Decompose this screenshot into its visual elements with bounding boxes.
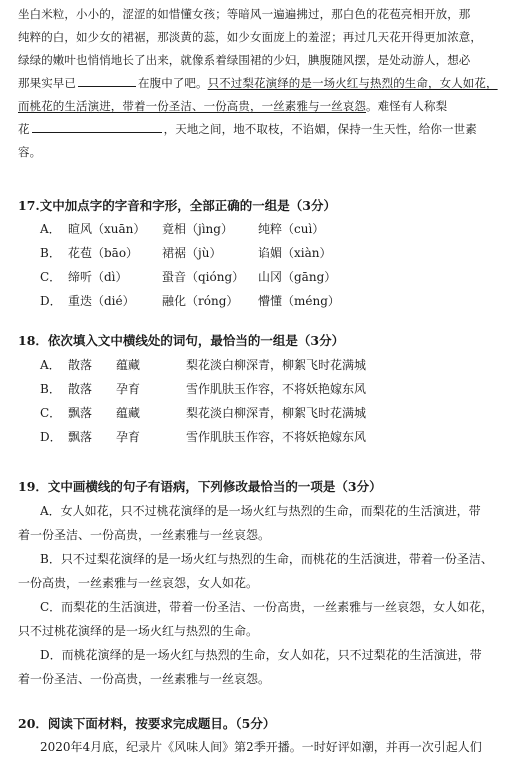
- q19-option-a-line: A．女人如花，只不过桃花演绎的是一场火红与热烈的生命，而梨花的生活演进，带: [40, 504, 481, 518]
- passage-text: 在腹中了吧。: [138, 76, 208, 90]
- q17-option-a: [40, 221, 510, 237]
- option-word: 缔听（dì）: [68, 270, 128, 284]
- option-verse: 雪作肌肤玉作容，不将妖艳嫁东风: [186, 382, 367, 396]
- option-label: D．: [40, 430, 62, 444]
- option-verse: 雪作肌肤玉作容，不将妖艳嫁东风: [186, 430, 367, 444]
- option-label: A．: [40, 358, 61, 372]
- option-label: D．: [40, 294, 62, 308]
- option-word: 山冈（gāng）: [258, 270, 337, 284]
- passage-line: 绿绿的嫩叶也悄悄地长了出来，就像系着绿围裙的少妇，腆腹随风摆，是处动游人，想必: [18, 53, 471, 67]
- passage-line: [18, 121, 510, 137]
- q18-option-c: [40, 405, 510, 421]
- option-word: 花苞（bāo）: [68, 246, 139, 260]
- question-19-title: 19．文中画横线的句子有语病，下列修改最恰当的一项是（3分）: [18, 479, 382, 494]
- q18-option-a: [40, 357, 510, 373]
- underlined-sentence: 而桃花的生活演进，带着一份圣洁、一份高贵，一丝素雅与一丝哀怨: [18, 99, 366, 113]
- q17-option-c: [40, 269, 510, 285]
- option-label: A．: [40, 222, 61, 236]
- underlined-sentence: 只不过梨花演绎的是一场火红与热烈的生命，女人如花，: [207, 76, 498, 90]
- option-word: 懵懂（méng）: [258, 294, 340, 308]
- option-word: 竟相（jìng）: [162, 222, 233, 236]
- option-word: 暄风（xuān）: [68, 222, 146, 236]
- fill-blank: [32, 121, 162, 133]
- option-word: 裙裾（jù）: [162, 246, 222, 260]
- option-label: C．: [40, 406, 62, 420]
- passage-line: 容。: [18, 145, 42, 159]
- q17-option-b: [40, 245, 510, 261]
- option-verse: 梨花淡白柳深青，柳絮飞时花满城: [186, 406, 367, 420]
- passage-text: ，天地之间，地不取枝，不谄媚，保持一生天性，给你一世素: [163, 122, 477, 136]
- fill-blank: [78, 75, 136, 87]
- option-label: B．: [40, 382, 61, 396]
- q20-material-line: 2020年4月底，纪录片《风味人间》第2季开播。一时好评如潮，并再一次引起人们: [40, 740, 482, 754]
- passage-line: 坐白米粒，小小的，涩涩的如惜懂女孩；等暗风一遍遍拂过，那白色的花苞亮相开放，那: [18, 7, 471, 21]
- q19-option-d-line: D．而桃花演绎的是一场火红与热烈的生命，女人如花，只不过梨花的生活演进，带: [40, 648, 482, 662]
- option-verse: 梨花淡白柳深青，柳絮飞时花满城: [186, 358, 367, 372]
- passage-text: 花: [18, 122, 30, 136]
- option-word: 飘落: [68, 430, 93, 444]
- option-word: 孕育: [116, 430, 141, 444]
- option-label: C．: [40, 270, 62, 284]
- option-word: 飘落: [68, 406, 93, 420]
- q18-option-d: [40, 429, 510, 445]
- passage-text: 那果实早已: [18, 76, 76, 90]
- option-word: 蕴藏: [116, 358, 141, 372]
- option-label: B．: [40, 246, 61, 260]
- option-word: 纯粹（cuì）: [258, 222, 325, 236]
- question-17-title: 17.文中加点字的字音和字形，全部正确的一组是（3分）: [18, 198, 336, 213]
- q19-option-b-line: B．只不过梨花演绎的是一场火红与热烈的生命，而桃花的生活演进，带着一份圣洁、: [40, 552, 493, 566]
- q19-option-d-line: 着一份圣洁、一份高贵，一丝素雅与一丝哀怨。: [18, 672, 271, 686]
- option-word: 蕴藏: [116, 406, 141, 420]
- q18-option-b: [40, 381, 510, 397]
- passage-line: [18, 98, 510, 114]
- option-word: 散落: [68, 358, 93, 372]
- passage-text: 。难怪有人称梨: [366, 99, 448, 113]
- q17-option-d: [40, 293, 510, 309]
- passage-line: [18, 75, 510, 91]
- q19-option-c-line: 只不过桃花演绎的是一场火红与热烈的生命。: [18, 624, 259, 638]
- question-18-title: 18．依次填入文中横线处的词句，最恰当的一组是（3分）: [18, 333, 345, 348]
- question-20-title: 20．阅读下面材料，按要求完成题目。（5分）: [18, 716, 276, 731]
- option-word: 谄媚（xiàn）: [258, 246, 332, 260]
- q19-option-a-line: 着一份圣洁、一份高贵，一丝素雅与一丝哀怨。: [18, 528, 271, 542]
- option-word: 散落: [68, 382, 93, 396]
- q19-option-b-line: 一份高贵，一丝素雅与一丝哀怨，女人如花。: [18, 576, 259, 590]
- q19-option-c-line: C．而梨花的生活演进，带着一份圣洁、一份高贵，一丝素雅与一丝哀怨，女人如花，: [40, 600, 494, 614]
- option-word: 融化（róng）: [162, 294, 239, 308]
- passage-line: 纯粹的白，如少女的裙裾，那淡黄的蕊，如少女面庞上的羞涩；再过几天花开得更加浓意，: [18, 30, 482, 44]
- option-word: 蛩音（qióng）: [162, 270, 245, 284]
- option-word: 重迭（dié）: [68, 294, 135, 308]
- option-word: 孕育: [116, 382, 141, 396]
